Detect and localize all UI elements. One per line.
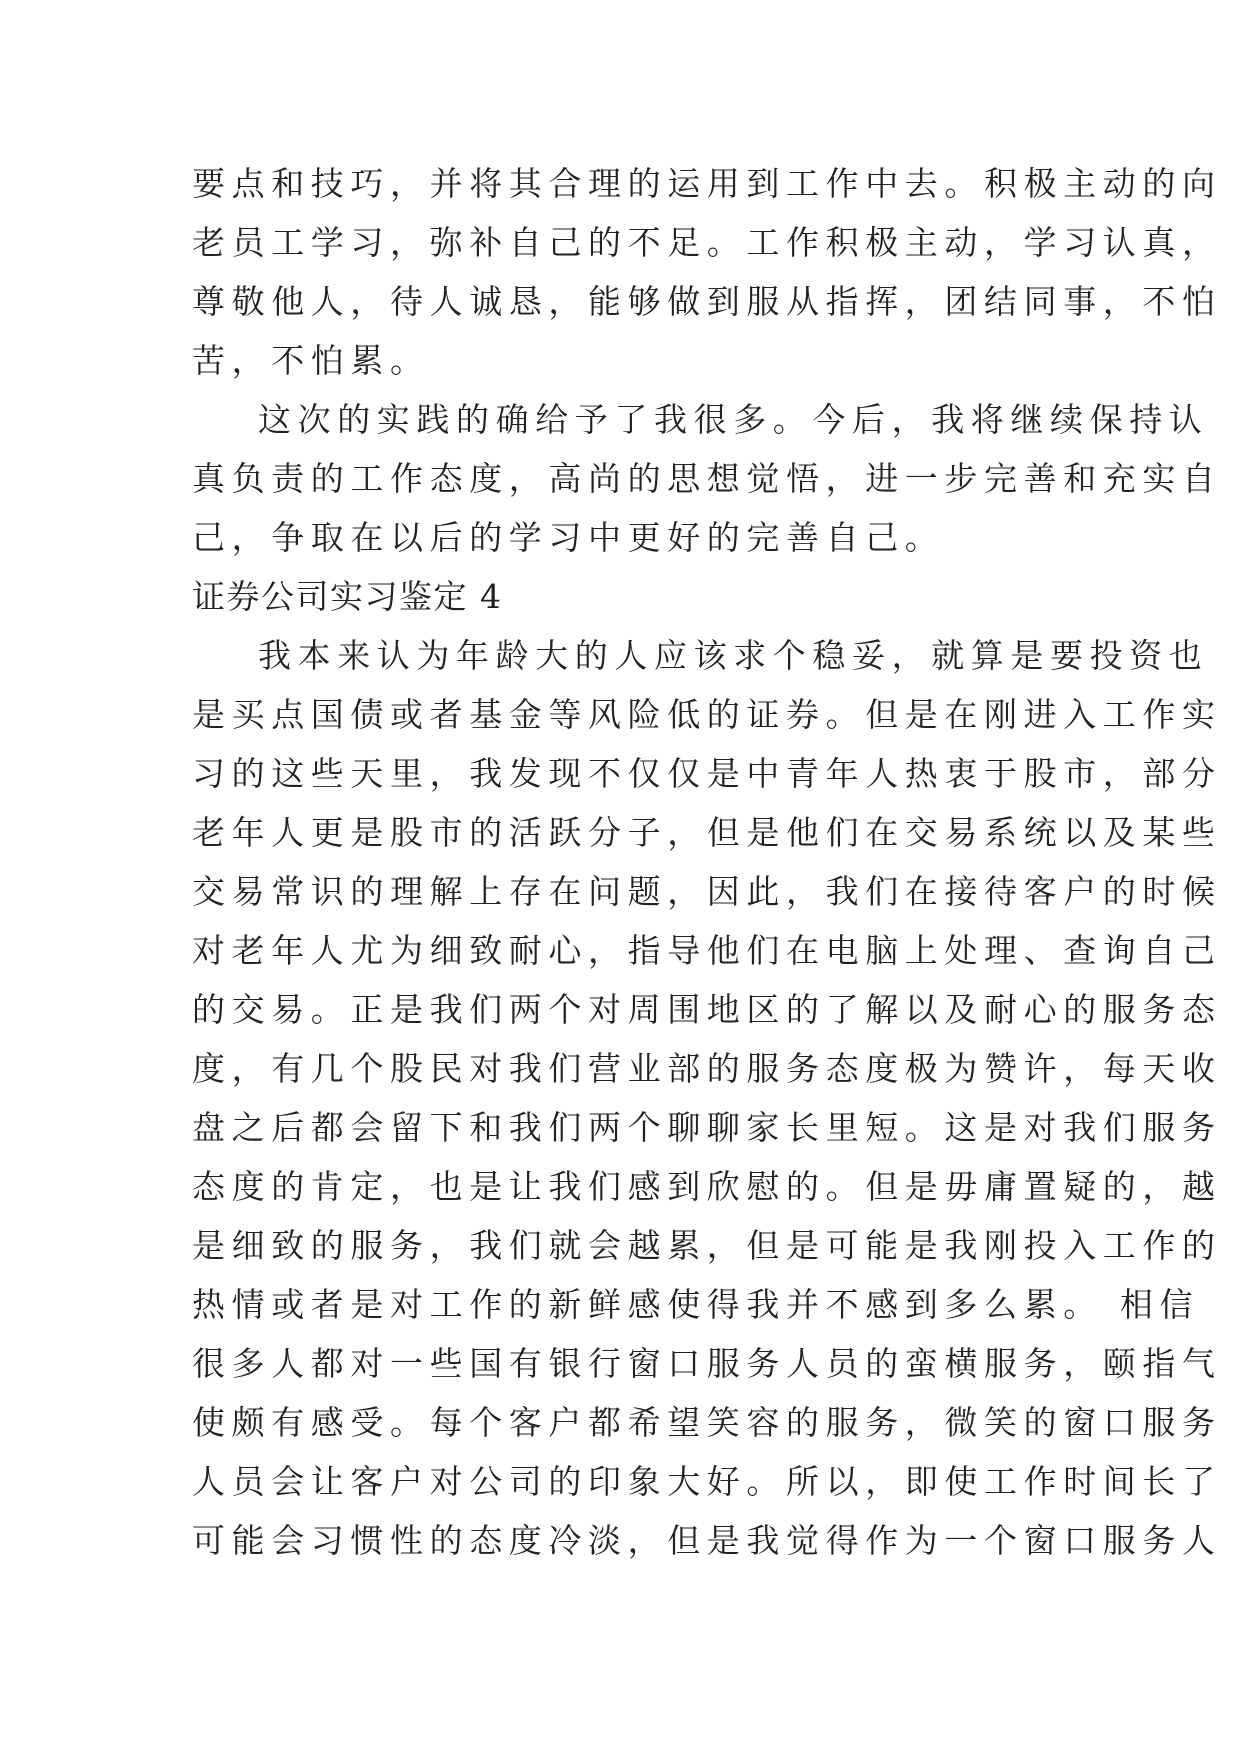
text-line: 度，有几个股民对我们营业部的服务态度极为赞许，每天收 [192, 1049, 1222, 1088]
text-line: 很多人都对一些国有银行窗口服务人员的蛮横服务，颐指气 [192, 1344, 1222, 1383]
text-line: 老员工学习，弥补自己的不足。工作积极主动，学习认真， [192, 223, 1222, 262]
text-line: 交易常识的理解上存在问题，因此，我们在接待客户的时候 [192, 872, 1222, 911]
paragraph-first-line: 这次的实践的确给予了我很多。今后，我将继续保持认 [258, 400, 1209, 439]
text-line: 的交易。正是我们两个对周围地区的了解以及耐心的服务态 [192, 990, 1222, 1029]
text-line: 是买点国债或者基金等风险低的证券。但是在刚进入工作实 [192, 695, 1222, 734]
text-line: 苦，不怕累。 [192, 341, 430, 380]
text-line: 习的这些天里，我发现不仅仅是中青年人热衷于股市，部分 [192, 754, 1222, 793]
text-line: 人员会让客户对公司的印象大好。所以，即使工作时间长了 [192, 1462, 1222, 1501]
text-line: 尊敬他人，待人诚恳，能够做到服从指挥，团结同事，不怕 [192, 282, 1222, 321]
text-line: 使颇有感受。每个客户都希望笑容的服务，微笑的窗口服务 [192, 1403, 1222, 1442]
text-line: 老年人更是股市的活跃分子，但是他们在交易系统以及某些 [192, 813, 1222, 852]
text-line: 热情或者是对工作的新鲜感使得我并不感到多么累。 相信 [192, 1285, 1200, 1324]
text-line: 己，争取在以后的学习中更好的完善自己。 [192, 518, 945, 557]
text-line: 真负责的工作态度，高尚的思想觉悟，进一步完善和充实自 [192, 459, 1222, 498]
text-line: 盘之后都会留下和我们两个聊聊家长里短。这是对我们服务 [192, 1108, 1222, 1147]
text-line: 可能会习惯性的态度冷淡，但是我觉得作为一个窗口服务人 [192, 1521, 1222, 1560]
paragraph-first-line: 我本来认为年龄大的人应该求个稳妥，就算是要投资也 [258, 636, 1209, 675]
text-line: 态度的肯定，也是让我们感到欣慰的。但是毋庸置疑的，越 [192, 1167, 1222, 1206]
text-line: 对老年人尤为细致耐心，指导他们在电脑上处理、查询自己 [192, 931, 1222, 970]
text-line: 要点和技巧，并将其合理的运用到工作中去。积极主动的向 [192, 164, 1222, 203]
text-line: 是细致的服务，我们就会越累，但是可能是我刚投入工作的 [192, 1226, 1222, 1265]
section-heading: 证券公司实习鉴定 4 [192, 577, 503, 616]
